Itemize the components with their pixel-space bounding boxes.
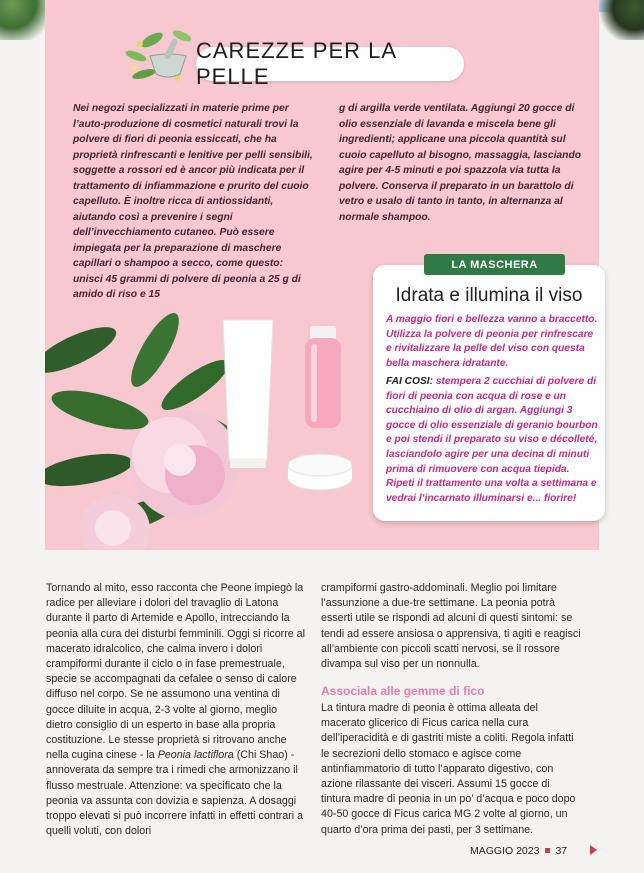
mask-title: Idrata e illumina il viso bbox=[395, 285, 583, 306]
intro-column-1: Nei negozi specializzati in materie prime per l’auto-produzione di cosmetici naturali trovi la polvere di fiori di peonia essiccati, che ha proprietà rinfrescanti e lenitive per pelli sensibili, soggette a rossori ed è ancor più indicata per il trattamento di infiammazione e prurito del cuoio capelluto. È inoltre ricca di antiossidanti, aiutando così a prevenire i segni dell’invecchiamento cutaneo. Può essere impiegata per la preparazione di maschere capillari o shampoo a secco, come questo: unisci 45 grammi di polvere di peonia a 25 g di amido di riso e 15 bbox=[73, 103, 313, 300]
issue-date: MAGGIO 2023 bbox=[470, 845, 540, 857]
section-title-box bbox=[196, 38, 464, 89]
section-title: CAREZZE PER LA PELLE bbox=[196, 38, 396, 89]
mask-intro-text: A maggio fiori e bellezza vanno a braccetto. Utilizza la polvere di peonia per rinfrescare e rivitalizzare la pelle del viso con questa bella maschera idratante. bbox=[386, 314, 598, 369]
article-col1-text-a: Tornando al mito, esso racconta che Peone impiegò la radice per alleviare i dolori del travaglio di Latona durante il parto di Artemide e Apollo, intrecciando la peonia alla cura dei disturbi femminili. Oggi si ricorre al macerato idralcolico, che calma invero i dolori crampiformi durante il ciclo o in fase premestruale, specie se accompagnati da cefalee o senso di calore diffuso nel corpo. Se ne assumono una ventina di gocce diluite in acqua, 2-3 volte al giorno, meglio dietro consiglio di un esperto in base alla propria costituzione. Le stesse proprietà si ritrovano anche nella cugina cinese - la bbox=[46, 582, 305, 762]
article-subheading: Associala alle gemme di fico bbox=[321, 684, 485, 698]
mask-tag bbox=[424, 254, 565, 275]
mask-instructions-text: stempera 2 cucchiai di polvere di fiori di peonia con acqua di rose e un cucchiaino di olio di argan. Aggiungi 3 gocce di olio essenziale di geranio bourbon e poi stendi il preparato su viso e décolleté, lasciandolo agire per una decina di minuti prima di rimuovere con acqua tiepida. Ripeti il trattamento una volta a settimana e vedrai l’incarnato illuminarsi e... fiorire! bbox=[386, 376, 598, 504]
article-column-2-bottom: La tintura madre di peonia è ottima alleata del macerato glicerico di Ficus carica nella cura dell’iperacidità e di gastriti miste a coliti. Regola infatti le secrezioni dello stomaco e agisce come antinfiammatorio di tutto l’apparato digestivo, con azione rilassante dei visceri. Assumi 15 gocce di tintura madre di peonia in un po’ d’acqua e poco dopo 40-50 gocce di Ficus carica MG 2 volte al giorno, un quarto d’ora prima dei pasti, per 3 settimane. bbox=[321, 702, 576, 836]
mask-tag-label: LA MASCHERA bbox=[451, 258, 538, 271]
mask-how-label: FAI COSI: bbox=[386, 376, 433, 387]
page-footer bbox=[470, 845, 567, 857]
footer-square-icon bbox=[545, 848, 550, 853]
article-column-2-top: crampiformi gastro-addominali. Meglio poi limitare l’assunzione a due-tre settimane. La peonia potrà esserti utile se rispondi ad alcuni di questi sintomi: se tendi ad essere ansiosa o apprensiva, ti agiti e reagisci all’ambiente con piccoli scatti nervosi, se il rossore divampa sul viso per un nonnulla. bbox=[321, 582, 581, 671]
next-page-arrow-icon bbox=[590, 845, 597, 855]
page-number: 37 bbox=[555, 845, 568, 857]
intro-column-2: g di argilla verde ventilata. Aggiungi 20 gocce di olio essenziale di lavanda e miscela bene gli ingredienti; applicane una piccola quantità sul cuoio capelluto al bisogno, massaggia, lasciando agire per 4-5 minuti e poi spazzola via tutta la polvere. Conserva il preparato in un barattolo di vetro e usalo di tanto in tanto, in alternanza al normale shampoo. bbox=[339, 103, 582, 223]
mortar-herbs-icon bbox=[122, 22, 202, 92]
foliage-right-decoration bbox=[598, 0, 644, 40]
article-column-1 bbox=[46, 581, 305, 839]
article-species-name: Peonia lactiflora bbox=[157, 749, 234, 762]
mask-instructions bbox=[386, 375, 598, 506]
article-col1-text-b: (Chi Shao) - annoverata da sempre tra i rimedi che armonizzano il flusso mestruale. Attenzione: va specificato che la peonia va assunta con dovizia e sapienza. A dosaggi troppo elevati si può incorrere infatti in effetti contrari a quelli voluti, con dolori bbox=[46, 749, 304, 838]
